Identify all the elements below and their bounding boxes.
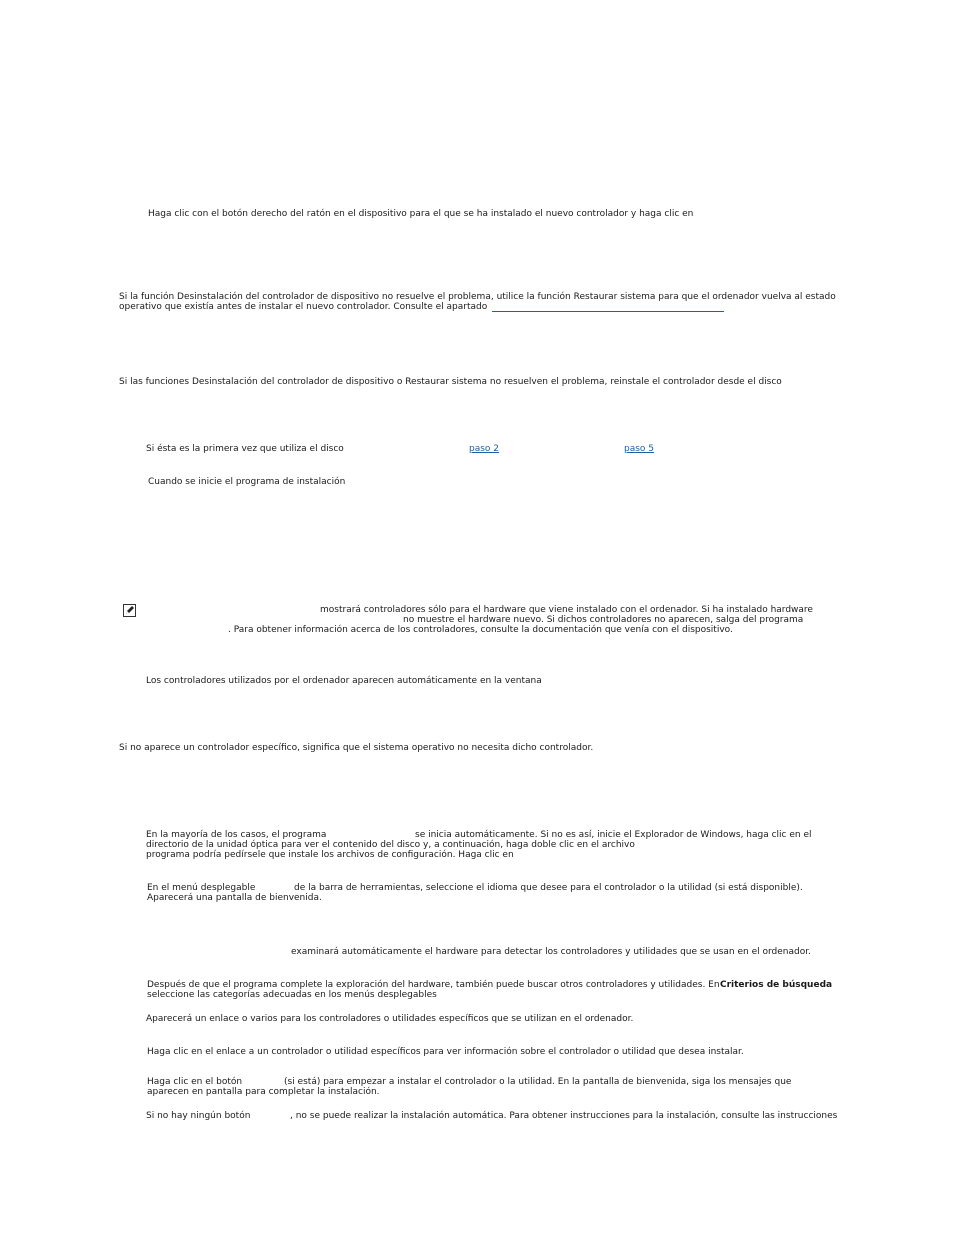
step-text: Haga clic en el enlace a un controlador o utilidad específicos para ver información sobre el controlador o utilidad que desea instalar. [147,1047,744,1057]
paragraph-text: Si no aparece un controlador específico, significa que el sistema operativo no necesita dicho controlador. [119,743,594,753]
step-text: Aparecerá una pantalla de bienvenida. [147,893,322,903]
step-text: (si está) para empezar a instalar el controlador o la utilidad. En la pantalla de bienvenida, siga los mensajes que [284,1077,792,1087]
paragraph-line: operativo que existía antes de instalar el nuevo controlador. Consulte el apartado [119,302,488,312]
step-text: En la mayoría de los casos, el programa [146,830,327,840]
paragraph-text: Si las funciones Desinstalación del controlador de dispositivo o Restaurar sistema no resuelven el problema, reinstale el controlador desde el disco [119,377,782,387]
step-text: programa podría pedírsele que instale los archivos de configuración. Haga clic en [146,850,514,860]
step-text: Los controladores utilizados por el ordenador aparecen automáticamente en la ventana [146,676,542,686]
note-line: no muestre el hardware nuevo. Si dichos controladores no aparecen, salga del programa [403,615,804,625]
step-text: examinará automáticamente el hardware para detectar los controladores y utilidades que se usan en el ordenador. [291,947,811,957]
bold-label: Criterios de búsqueda [720,980,833,990]
step-text: Si ésta es la primera vez que utiliza el disco [146,444,344,454]
step-text: Aparecerá un enlace o varios para los controladores o utilidades específicos que se utilizan en el ordenador. [146,1014,634,1024]
step-text: Cuando se inicie el programa de instalación [148,477,346,487]
step-text: En el menú desplegable [147,883,256,893]
note-pencil-icon [123,604,136,617]
step-text: Después de que el programa complete la exploración del hardware, también puede buscar otros controladores y utilidades. En [147,980,720,990]
step-text: Si no hay ningún botón [146,1111,251,1121]
link-underline[interactable] [492,311,724,312]
step-text: Haga clic en el botón [147,1077,243,1087]
step-text: aparecen en pantalla para completar la instalación. [147,1087,380,1097]
step-text: directorio de la unidad óptica para ver el contenido del disco y, a continuación, haga doble clic en el archivo [146,840,635,850]
step-text: de la barra de herramientas, seleccione el idioma que desee para el controlador o la utilidad (si está disponible). [294,883,803,893]
link-step-2[interactable]: paso 2 [469,444,500,454]
paragraph-line: Si la función Desinstalación del controlador de dispositivo no resuelve el problema, utilice la función Restaurar sistema para que el ordenador vuelva al estado [119,292,836,302]
step-text: , no se puede realizar la instalación automática. Para obtener instrucciones para la instalación, consulte las instrucciones [290,1111,838,1121]
step-text: se inicia automáticamente. Si no es así, inicie el Explorador de Windows, haga clic en el [415,830,812,840]
note-line: mostrará controladores sólo para el hardware que viene instalado con el ordenador. Si ha instalado hardware [320,605,813,615]
step-text: seleccione las categorías adecuadas en los menús desplegables [147,990,437,1000]
link-step-5[interactable]: paso 5 [624,444,655,454]
note-line: . Para obtener información acerca de los controladores, consulte la documentación que venía con el dispositivo. [228,625,733,635]
instruction-text: Haga clic con el botón derecho del ratón en el dispositivo para el que se ha instalado el nuevo controlador y haga clic en [148,209,694,219]
